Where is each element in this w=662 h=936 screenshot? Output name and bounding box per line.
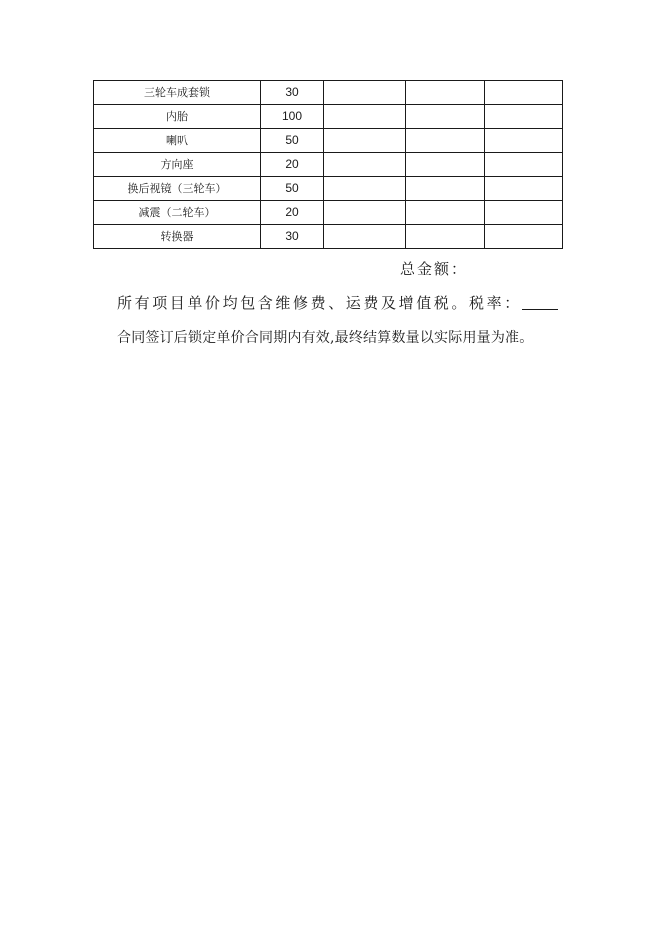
table-row [94,177,563,201]
item-name-cell: 内胎 [94,105,261,129]
amount-cell[interactable] [406,153,485,177]
remark-cell[interactable] [485,105,563,129]
price-table [93,80,563,249]
quantity-cell: 30 [261,81,324,105]
item-name-cell: 换后视镜（三轮车） [94,177,261,201]
quantity-cell: 20 [261,153,324,177]
amount-cell[interactable] [406,105,485,129]
amount-cell[interactable] [406,225,485,249]
price-inclusion-note [117,292,558,313]
remark-cell[interactable] [485,153,563,177]
table-row [94,153,563,177]
amount-cell[interactable] [406,177,485,201]
unit-price-cell[interactable] [324,129,406,153]
quantity-cell: 50 [261,177,324,201]
tax-rate-blank[interactable] [522,294,558,310]
table-row [94,129,563,153]
unit-price-cell[interactable] [324,225,406,249]
unit-price-cell[interactable] [324,105,406,129]
item-name-cell: 转换器 [94,225,261,249]
quantity-cell: 50 [261,129,324,153]
item-name-cell: 方向座 [94,153,261,177]
remark-cell[interactable] [485,129,563,153]
item-name-cell: 减震（二轮车） [94,201,261,225]
table-row [94,81,563,105]
quantity-cell: 20 [261,201,324,225]
item-name-cell: 喇叭 [94,129,261,153]
unit-price-cell[interactable] [324,201,406,225]
remark-cell[interactable] [485,81,563,105]
table-row [94,201,563,225]
quantity-cell: 100 [261,105,324,129]
total-amount-label: 总金额： [400,260,469,278]
amount-cell[interactable] [406,129,485,153]
item-name-cell: 三轮车成套锁 [94,81,261,105]
table-row [94,105,563,129]
price-inclusion-text: 所有项目单价均包含维修费、运费及增值税。税率： [117,294,522,312]
remark-cell[interactable] [485,177,563,201]
amount-cell[interactable] [406,81,485,105]
unit-price-cell[interactable] [324,81,406,105]
remark-cell[interactable] [485,225,563,249]
contract-terms-note: 合同签订后锁定单价合同期内有效,最终结算数量以实际用量为准。 [117,330,534,346]
table-row [94,225,563,249]
amount-cell[interactable] [406,201,485,225]
unit-price-cell[interactable] [324,153,406,177]
unit-price-cell[interactable] [324,177,406,201]
quantity-cell: 30 [261,225,324,249]
remark-cell[interactable] [485,201,563,225]
